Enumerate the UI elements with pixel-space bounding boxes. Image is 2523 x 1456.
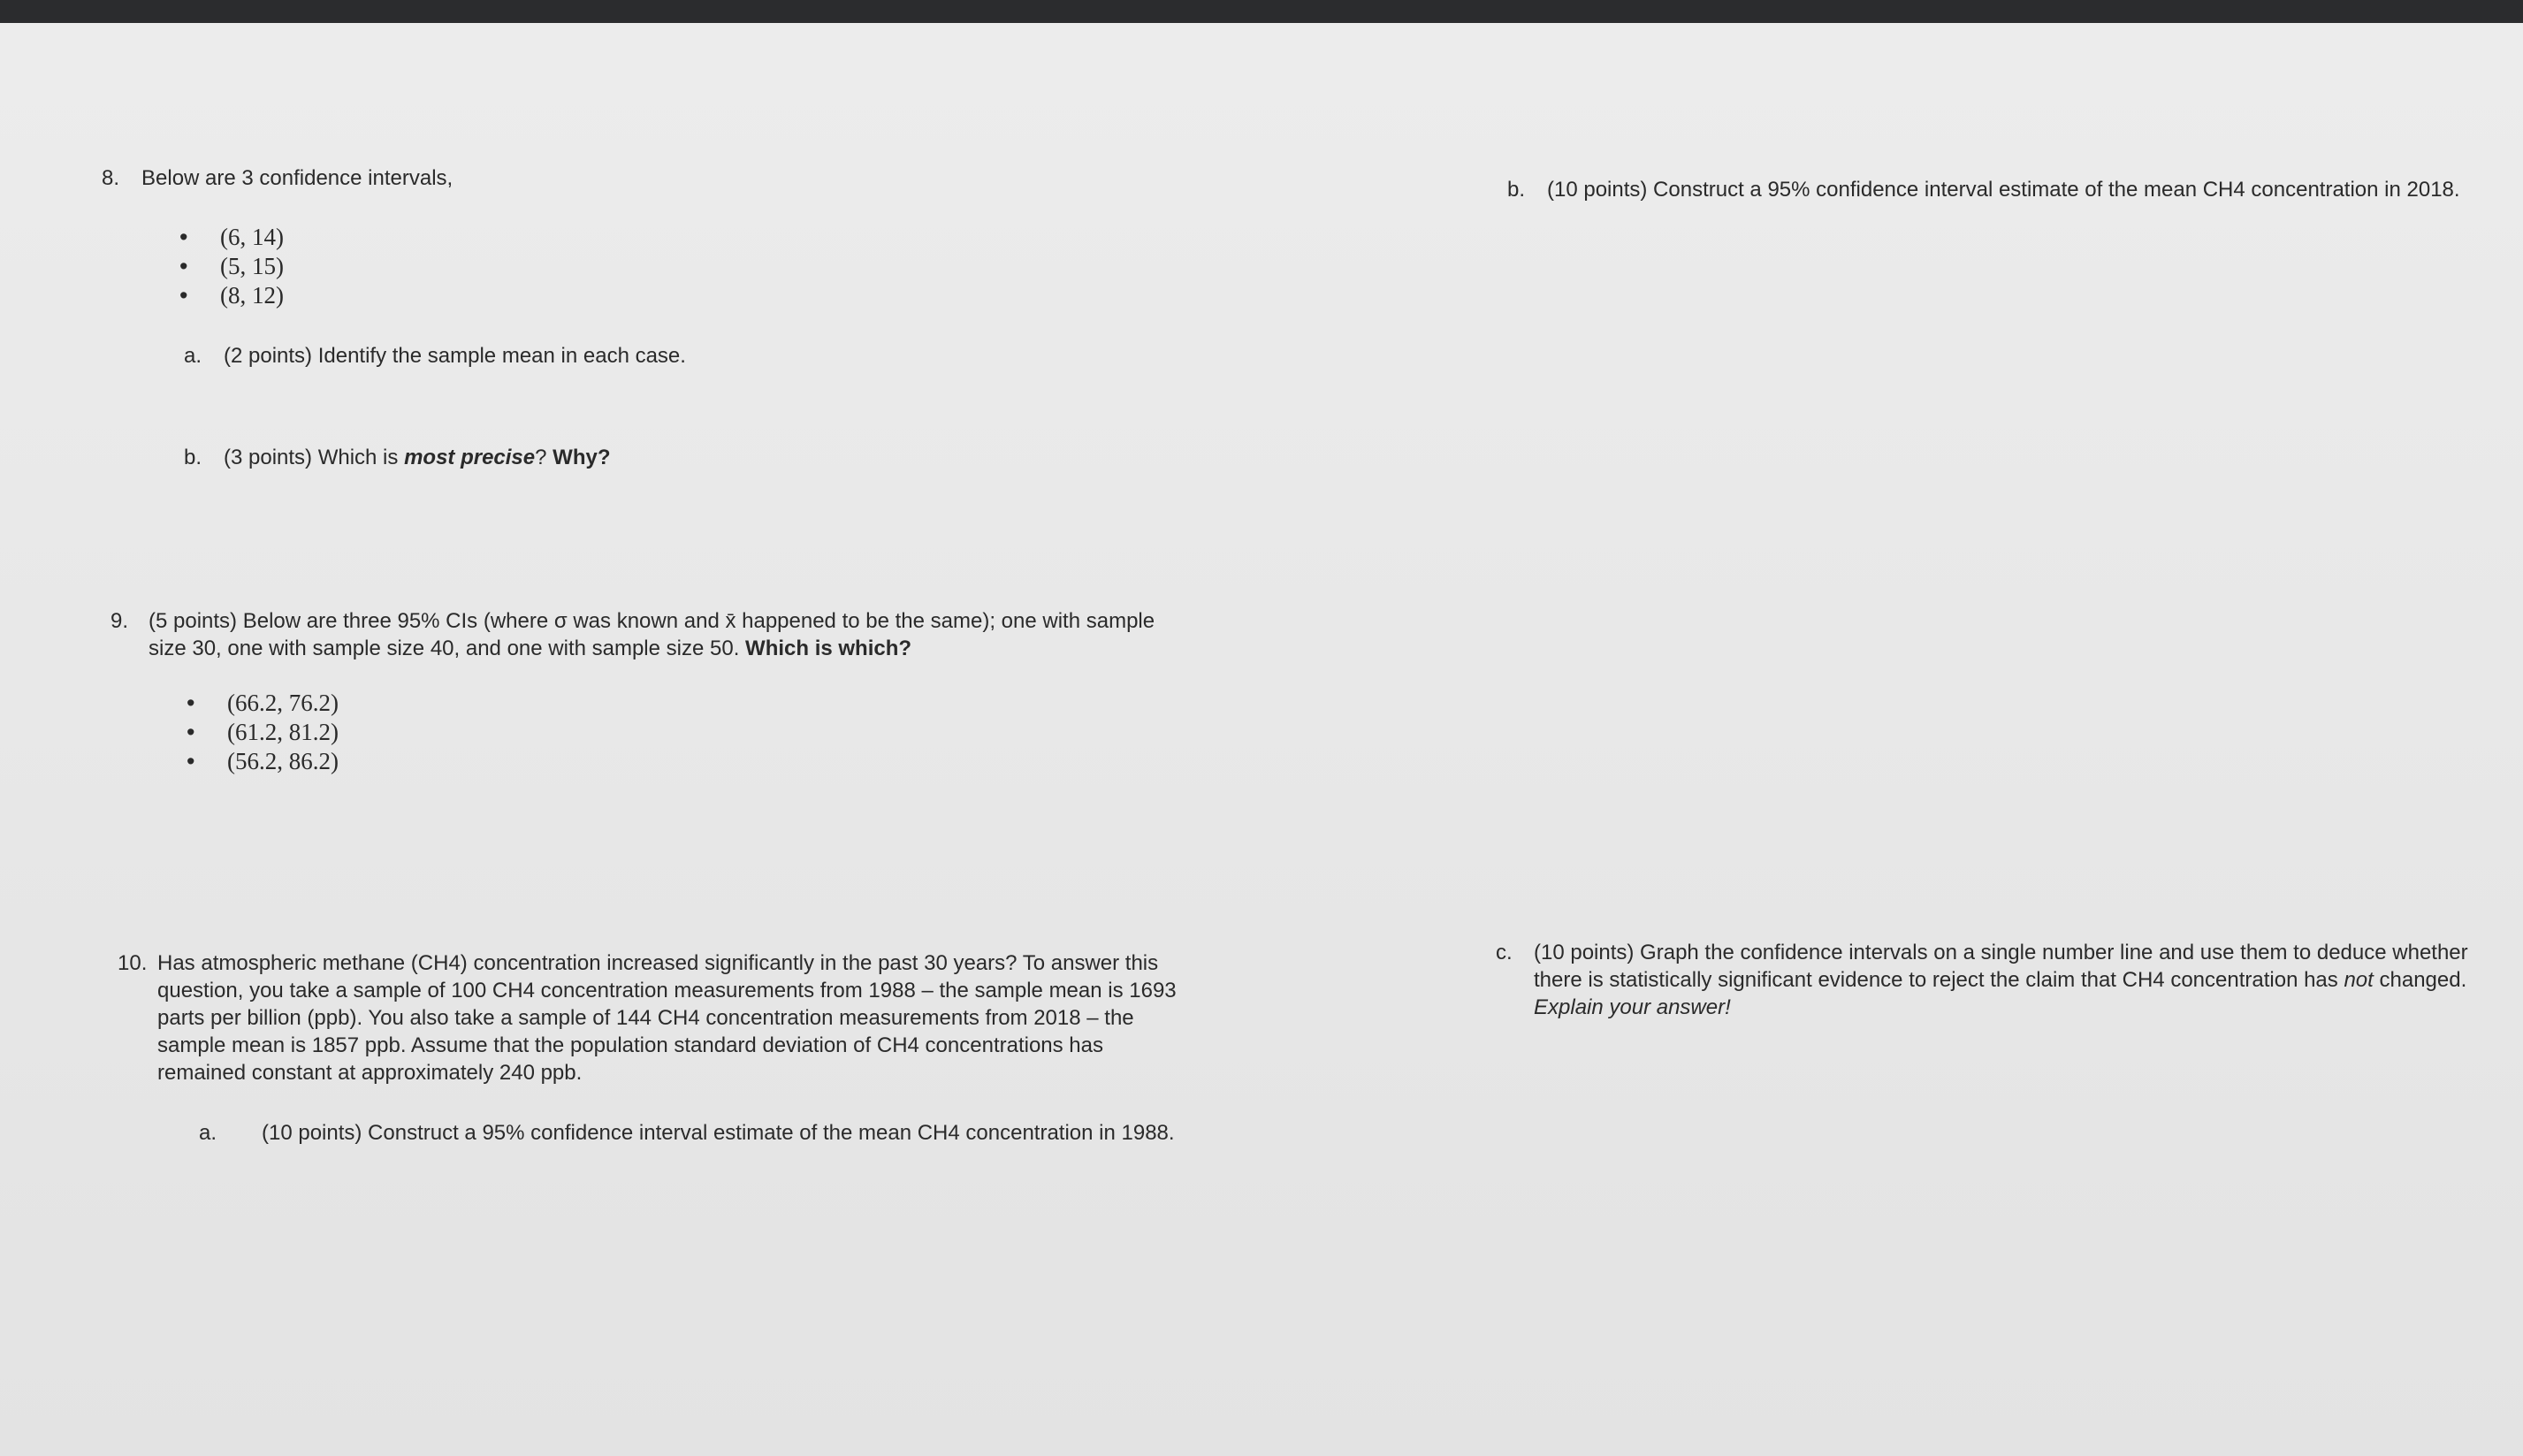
part-label: a.: [199, 1121, 217, 1145]
question-9: [111, 607, 1207, 662]
part-text: (2 points) Identify the sample mean in each case.: [224, 344, 686, 368]
q8-part-b: [184, 444, 803, 471]
part-label: c.: [1496, 941, 1513, 964]
q10-part-a: [199, 1119, 1216, 1147]
part-text: (3 points) Which is most precise? Why?: [224, 446, 611, 469]
q8-interval-list: [179, 223, 284, 310]
part-label: b.: [1507, 178, 1526, 202]
question-text: (5 points) Below are three 95% CIs (where σ was known and x̄ happened to be the same); one with sample size 30, one with sample size 40, and one with sample size 50. Which is which?: [149, 609, 1155, 660]
part-text: (10 points) Construct a 95% confidence interval estimate of the mean CH4 concentration in 1988.: [262, 1121, 1175, 1145]
part-label: a.: [184, 344, 202, 368]
q10-part-c: [1496, 939, 2504, 1024]
question-number: 10.: [118, 951, 148, 975]
question-text: Has atmospheric methane (CH4) concentration increased significantly in the past 30 years? To answer this question, you take a sample of 100 CH4 concentration measurements from 1988 – the sample mean is 1693 parts per billion (ppb). You also take a sample of 144 CH4 concentration measurements from 2018 – the sample mean is 1857 ppb. Assume that the population standard deviation of CH4 concentrations has remained constant at approximately 240 ppb.: [157, 951, 1177, 1085]
list-item: • (8, 12): [179, 281, 284, 310]
list-item: • (66.2, 76.2): [187, 689, 339, 718]
question-number: 8.: [102, 166, 120, 190]
worksheet-page: [0, 23, 2523, 1456]
part-text: (10 points) Graph the confidence intervals on a single number line and use them to deduce whether there is statistically significant evidence to reject the claim that CH4 concentration has not changed. Explain your answer!: [1534, 941, 2468, 1019]
list-item: • (56.2, 86.2): [187, 747, 339, 776]
part-text: (10 points) Construct a 95% confidence interval estimate of the mean CH4 concentration in 2018.: [1547, 178, 2460, 202]
list-item: • (6, 14): [179, 223, 284, 252]
q10-part-b: [1507, 176, 2497, 203]
question-number: 9.: [111, 609, 129, 633]
q9-interval-list: [187, 689, 339, 776]
part-label: b.: [184, 446, 202, 469]
question-10: [118, 949, 1231, 1091]
window-top-bar: [0, 0, 2523, 23]
q8-part-a: [184, 342, 803, 370]
question-8: [102, 164, 720, 192]
list-item: • (61.2, 81.2): [187, 718, 339, 747]
list-item: • (5, 15): [179, 252, 284, 281]
question-text: Below are 3 confidence intervals,: [141, 166, 454, 190]
